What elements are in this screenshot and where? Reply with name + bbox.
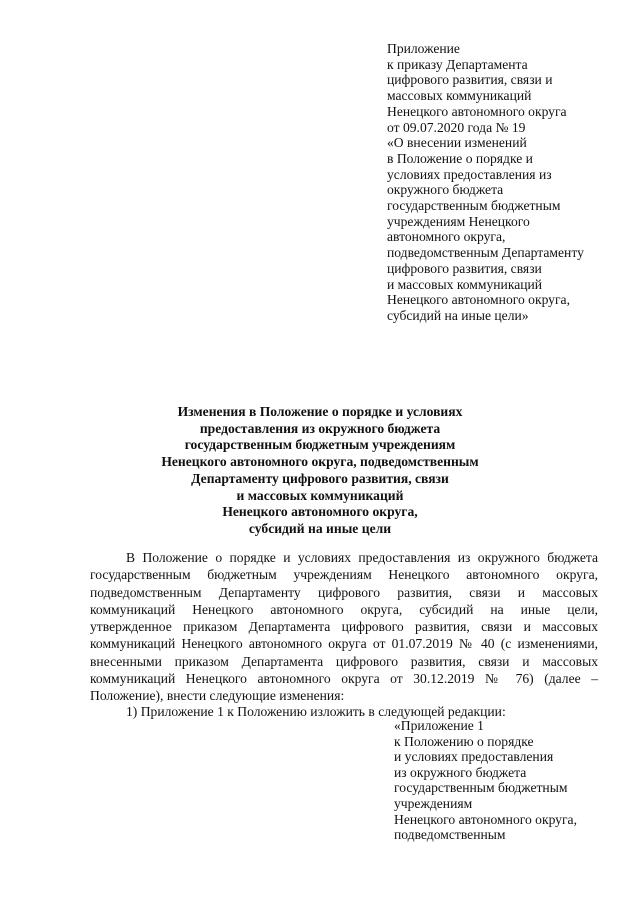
body-line: коммуникаций Ненецкого автономного округа от 01.07.2019 № 40 (с изменениями, — [90, 636, 598, 652]
nested-appendix-line: государственным бюджетным — [394, 780, 568, 796]
appendix-header-line: цифрового развития, связи и — [387, 72, 553, 88]
body-line: внесенными приказом Департамента цифрового развития, связи и массовых — [90, 653, 598, 669]
nested-appendix-line: из окружного бюджета — [394, 764, 527, 780]
nested-appendix-line: и условиях предоставления — [394, 749, 554, 765]
body-line: Положение), внести следующие изменения: — [90, 688, 345, 704]
appendix-header-line: Приложение — [387, 41, 460, 56]
appendix-header-line: к приказу Департамента — [387, 56, 528, 72]
appendix-header-line: массовых коммуникаций — [387, 88, 532, 104]
nested-appendix-line: «Приложение 1 — [394, 718, 484, 733]
body-line: подведомственным Департаменту цифрового развития, связи и массовых — [90, 584, 598, 600]
title-line: субсидий на иные цели — [248, 520, 392, 536]
body-line: В Положение о порядке и условиях предоставления из окружного бюджета — [126, 550, 598, 565]
appendix-header — [387, 41, 617, 324]
title-line: Ненецкого автономного округа, — [222, 504, 418, 520]
nested-appendix-line: подведомственным — [394, 827, 506, 843]
body-paragraph — [90, 549, 598, 705]
title-line: государственным бюджетным учреждениям — [184, 437, 456, 453]
body-line: коммуникаций Ненецкого автономного округа от 30.12.2019 № 76) (далее – — [90, 671, 598, 687]
appendix-header-line: в Положение о порядке и — [387, 150, 533, 166]
title-line: и массовых коммуникаций — [236, 487, 404, 503]
title-line: Изменения в Положение о порядке и условиях — [177, 404, 463, 419]
appendix-header-line: цифрового развития, связи — [387, 260, 542, 276]
appendix-header-line: «О внесении изменений — [387, 135, 527, 151]
nested-appendix-line: Ненецкого автономного округа, — [394, 811, 577, 827]
nested-appendix-header — [394, 718, 614, 843]
appendix-header-line: окружного бюджета — [387, 182, 504, 198]
body-line: коммуникаций Ненецкого автономного округа, субсидий на иные цели, — [90, 601, 598, 617]
appendix-header-line: условиях предоставления из — [387, 166, 552, 182]
title-line: предоставления из окружного бюджета — [199, 420, 441, 436]
nested-appendix-line: учреждениям — [394, 795, 473, 811]
list-item-1: 1) Приложение 1 к Положению изложить в следующей редакции: — [126, 704, 506, 719]
appendix-header-line: Ненецкого автономного округа — [387, 103, 567, 119]
title-line: Ненецкого автономного округа, подведомственным — [161, 454, 479, 470]
body-line: утвержденное приказом Департамента цифрового развития, связи и массовых — [90, 619, 598, 635]
appendix-header-line: автономного округа, — [387, 229, 506, 245]
appendix-header-line: Ненецкого автономного округа, — [387, 292, 570, 308]
appendix-header-line: подведомственным Департаменту — [387, 245, 584, 261]
appendix-header-line: учреждениям Ненецкого — [387, 213, 530, 229]
document-title — [90, 404, 550, 538]
appendix-header-line: от 09.07.2020 года № 19 — [387, 119, 526, 135]
appendix-header-line: субсидий на иные цели» — [387, 307, 529, 323]
body-line: государственным бюджетным учреждениям Ненецкого автономного округа, — [90, 567, 598, 583]
appendix-header-line: государственным бюджетным — [387, 198, 561, 214]
appendix-header-line: и массовых коммуникаций — [387, 276, 543, 292]
title-line: Департаменту цифрового развития, связи — [191, 470, 449, 486]
nested-appendix-line: к Положению о порядке — [394, 733, 534, 749]
